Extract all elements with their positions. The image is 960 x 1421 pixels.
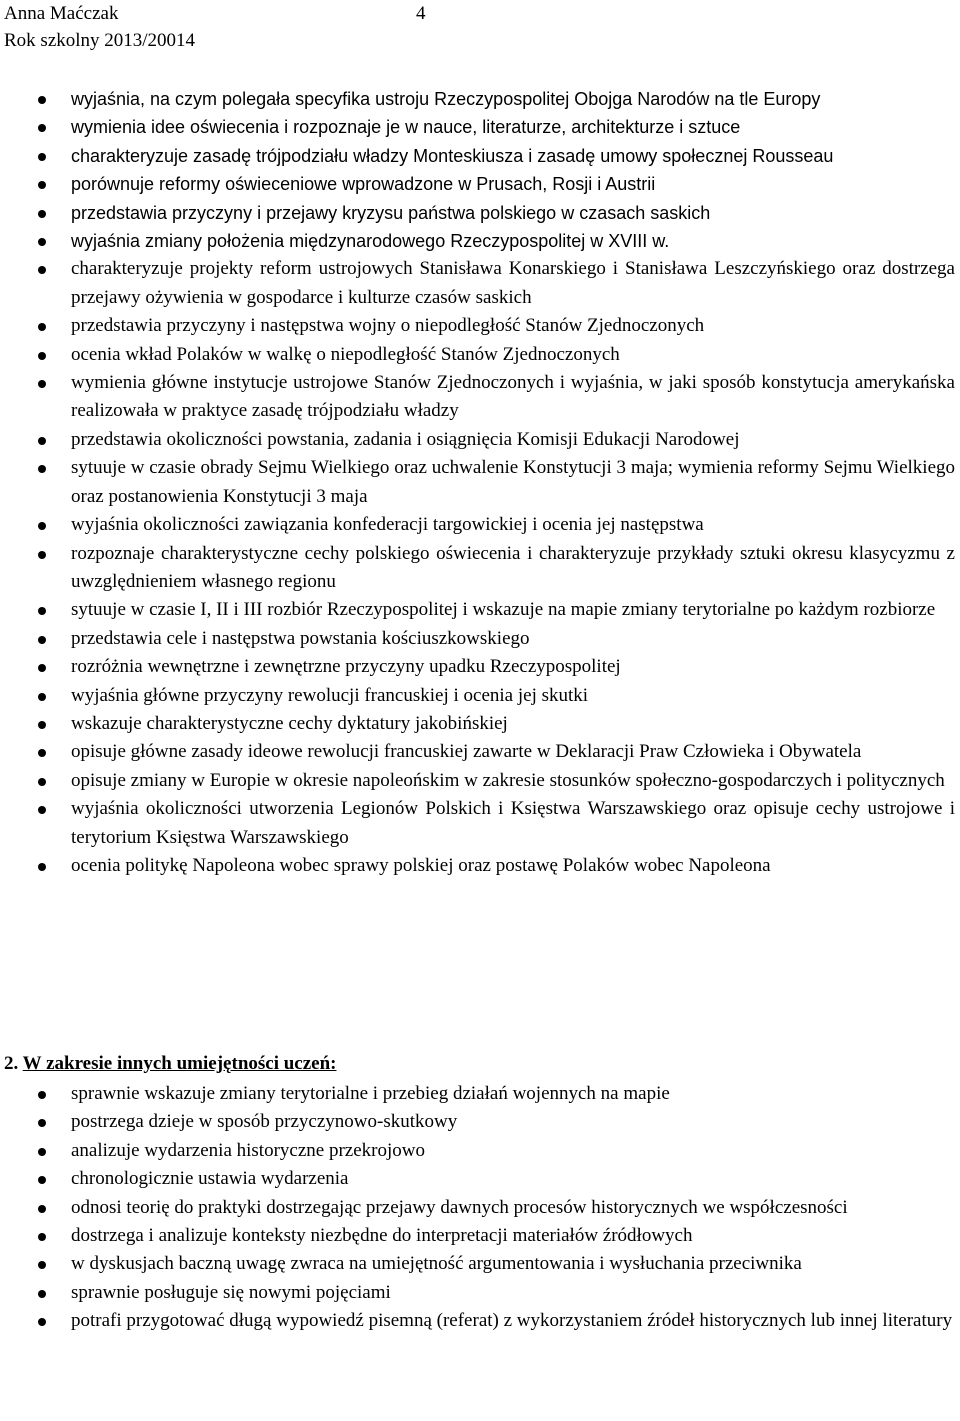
list-item	[0, 85, 960, 113]
page-number: 4	[416, 3, 426, 24]
bullet-icon	[38, 749, 46, 757]
list-item	[0, 710, 960, 738]
list-item	[0, 1165, 960, 1193]
list-item	[0, 1222, 960, 1250]
list-item	[0, 738, 960, 766]
bullet-icon	[38, 437, 46, 445]
list-item	[0, 1137, 960, 1165]
list-item-text: wskazuje charakterystyczne cechy dyktatury jakobińskiej	[71, 712, 508, 734]
list-item-text: ocenia politykę Napoleona wobec sprawy polskiej oraz postawę Polaków wobec Napoleona	[71, 854, 771, 876]
list-item-text: wymienia idee oświecenia i rozpoznaje je w nauce, literaturze, architekturze i sztuce	[71, 117, 741, 138]
list-item-text: odnosi teorię do praktyki dostrzegając przejawy dawnych procesów historycznych we współczesności	[71, 1196, 848, 1218]
list-item-text: postrzega dzieje w sposób przyczynowo-skutkowy	[71, 1111, 458, 1133]
list-item	[0, 1307, 960, 1335]
list-item-text: wyjaśnia okoliczności utworzenia Legionów Polskich i Księstwa Warszawskiego oraz opisuje cechy ustrojowe i terytorium Księstwa Warszawskiego	[71, 798, 955, 848]
list-item	[0, 255, 960, 312]
list-item-text: ocenia wkład Polaków w walkę o niepodległość Stanów Zjednoczonych	[71, 343, 620, 365]
learning-outcomes-list	[0, 85, 960, 880]
bullet-icon	[38, 96, 46, 104]
bullet-icon	[38, 551, 46, 559]
list-item-text: sprawnie wskazuje zmiany terytorialne i przebieg działań wojennych na mapie	[71, 1083, 670, 1104]
list-item	[0, 454, 960, 511]
list-item	[0, 1108, 960, 1136]
bullet-icon	[38, 1176, 46, 1184]
bullet-icon	[38, 1233, 46, 1241]
bullet-icon	[38, 153, 46, 161]
list-item-text: charakteryzuje zasadę trójpodziału władzy Monteskiusza i zasadę umowy społecznej Rousseau	[71, 145, 834, 166]
list-item-text: wyjaśnia główne przyczyny rewolucji francuskiej i ocenia jej skutki	[71, 684, 589, 706]
bullet-icon	[38, 1290, 46, 1298]
bullet-icon	[38, 380, 46, 388]
list-item	[0, 341, 960, 369]
bullet-icon	[38, 636, 46, 644]
list-item	[0, 199, 960, 227]
list-item-text: sytuuje w czasie I, II i III rozbiór Rzeczypospolitej i wskazuje na mapie zmiany terytorialne po każdym rozbiorze	[71, 599, 936, 621]
bullet-icon	[38, 238, 46, 246]
bullet-icon	[38, 465, 46, 473]
list-item	[0, 1279, 960, 1307]
bullet-icon	[38, 778, 46, 786]
list-item-text: wyjaśnia okoliczności zawiązania konfederacji targowickiej i ocenia jej następstwa	[71, 514, 704, 536]
list-item-text: rozpoznaje charakterystyczne cechy polskiego oświecenia i charakteryzuje przykłady sztuki okresu klasycyzmu z uwzględnieniem własnego regionu	[71, 542, 955, 592]
list-item	[0, 625, 960, 653]
bullet-icon	[38, 863, 46, 871]
list-item	[0, 170, 960, 198]
bullet-icon	[38, 1148, 46, 1156]
list-item-text: w dyskusjach baczną uwagę zwraca na umiejętność argumentowania i wysłuchania przeciwnika	[71, 1253, 802, 1275]
list-item-text: przedstawia cele i następstwa powstania kościuszkowskiego	[71, 627, 530, 649]
list-item	[0, 653, 960, 681]
other-skills-list	[0, 1080, 960, 1336]
bullet-icon	[38, 693, 46, 701]
list-item-text: rozróżnia wewnętrzne i zewnętrzne przyczyny upadku Rzeczypospolitej	[71, 656, 621, 678]
bullet-icon	[38, 1205, 46, 1213]
list-item	[0, 682, 960, 710]
section-heading	[4, 1050, 337, 1077]
bullet-icon	[38, 721, 46, 729]
list-item-text: przedstawia przyczyny i następstwa wojny o niepodległość Stanów Zjednoczonych	[71, 315, 705, 337]
bullet-icon	[38, 266, 46, 274]
list-item	[0, 227, 960, 255]
bullet-icon	[38, 352, 46, 360]
author-name: Anna Maćczak	[4, 3, 119, 24]
list-item	[0, 369, 960, 426]
list-item	[0, 852, 960, 880]
list-item	[0, 142, 960, 170]
bullet-icon	[38, 210, 46, 218]
list-item-text: potrafi przygotować długą wypowiedź pisemną (referat) z wykorzystaniem źródeł historycznych lub innej literatury	[71, 1310, 953, 1332]
bullet-icon	[38, 806, 46, 814]
list-item	[0, 1194, 960, 1222]
bullet-icon	[38, 323, 46, 331]
list-item-text: dostrzega i analizuje konteksty niezbędne do interpretacji materiałów źródłowych	[71, 1225, 693, 1247]
bullet-icon	[38, 664, 46, 672]
list-item	[0, 540, 960, 597]
list-item	[0, 596, 960, 624]
list-item-text: sytuuje w czasie obrady Sejmu Wielkiego oraz uchwalenie Konstytucji 3 maja; wymienia reformy Sejmu Wielkiego oraz postanowienia Konstytucji 3 maja	[71, 457, 955, 507]
section-number: 2.	[4, 1053, 19, 1074]
list-item	[0, 113, 960, 141]
school-year: Rok szkolny 2013/20014	[4, 30, 196, 51]
list-item-text: sprawnie posługuje się nowymi pojęciami	[71, 1281, 391, 1303]
list-item	[0, 1080, 960, 1108]
list-item	[0, 312, 960, 340]
bullet-icon	[38, 607, 46, 615]
list-item-text: przedstawia okoliczności powstania, zadania i osiągnięcia Komisji Edukacji Narodowej	[71, 428, 740, 450]
bullet-icon	[38, 1261, 46, 1269]
list-item-text: chronologicznie ustawia wydarzenia	[71, 1168, 349, 1190]
bullet-icon	[38, 522, 46, 530]
list-item-text: wymienia główne instytucje ustrojowe Stanów Zjednoczonych i wyjaśnia, w jaki sposób konstytucja amerykańska realizowała w praktyce zasadę trójpodziału władzy	[71, 372, 955, 422]
list-item-text: analizuje wydarzenia historyczne przekrojowo	[71, 1139, 425, 1161]
list-item-text: charakteryzuje projekty reform ustrojowych Stanisława Konarskiego i Stanisława Leszczyńskiego oraz dostrzega przejawy ożywienia w gospodarce i kulturze czasów saskich	[71, 258, 955, 308]
list-item	[0, 795, 960, 852]
bullet-icon	[38, 124, 46, 132]
list-item	[0, 767, 960, 795]
bullet-icon	[38, 1091, 46, 1099]
list-item-text: opisuje główne zasady ideowe rewolucji francuskiej zawarte w Deklaracji Praw Człowieka i Obywatela	[71, 741, 862, 763]
list-item-text: wyjaśnia, na czym polegała specyfika ustroju Rzeczypospolitej Obojga Narodów na tle Europy	[71, 89, 821, 109]
list-item-text: przedstawia przyczyny i przejawy kryzysu państwa polskiego w czasach saskich	[71, 202, 711, 223]
list-item	[0, 1250, 960, 1278]
list-item-text: wyjaśnia zmiany położenia międzynarodowego Rzeczypospolitej w XVIII w.	[71, 231, 670, 252]
list-item	[0, 511, 960, 539]
bullet-icon	[38, 181, 46, 189]
bullet-icon	[38, 1119, 46, 1127]
list-item-text: porównuje reformy oświeceniowe wprowadzone w Prusach, Rosji i Austrii	[71, 174, 656, 195]
list-item	[0, 426, 960, 454]
bullet-icon	[38, 1318, 46, 1326]
section-title: W zakresie innych umiejętności uczeń:	[22, 1053, 337, 1074]
page-header	[4, 0, 426, 54]
list-item-text: opisuje zmiany w Europie w okresie napoleońskim w zakresie stosunków społeczno-gospodarczych i politycznych	[71, 769, 945, 791]
